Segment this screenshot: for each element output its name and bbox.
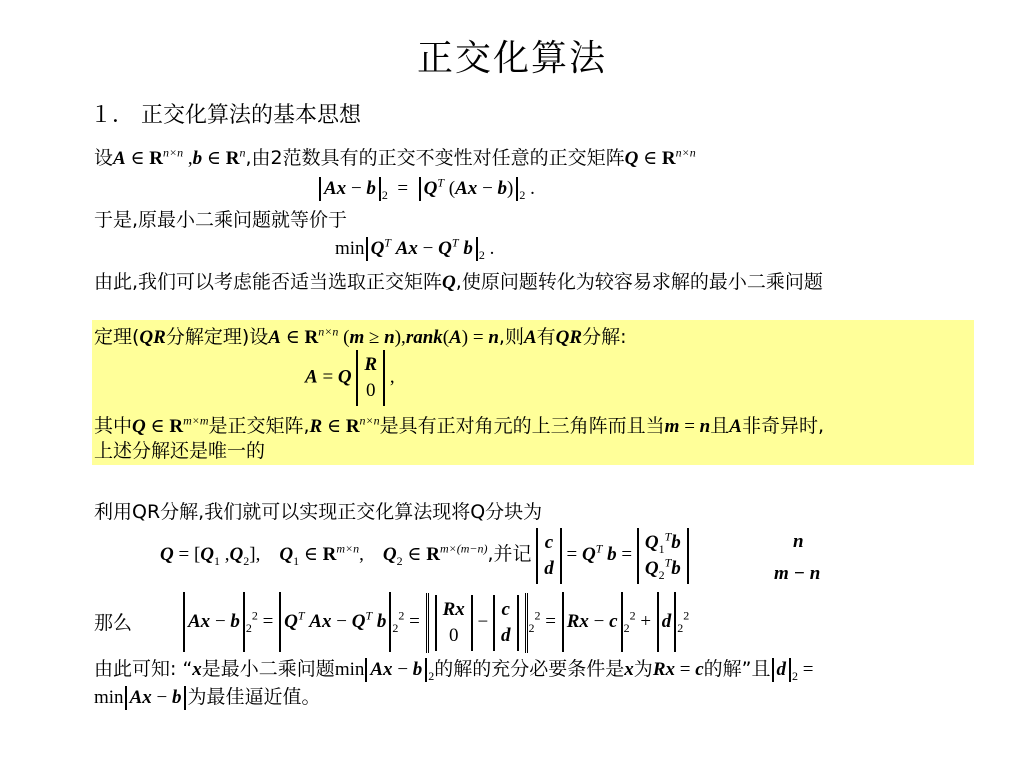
intro-line5-q: Q <box>442 272 456 293</box>
qtb-blocks: $Q_1^Tb$ $Q_2^Tb$ <box>637 528 689 584</box>
conclusion-e: 的解”且 <box>703 658 771 680</box>
conclusion-min: min <box>334 659 365 680</box>
orthogonal-invariance-equation: Ax − b $_2 = Q^T$ (Ax − b) $_2$ . <box>318 177 535 201</box>
theorem-head: 定理( <box>94 326 140 348</box>
theorem-is-orth: 是正交矩阵, <box>208 415 310 437</box>
m-minus-n-label: m − n <box>774 563 821 584</box>
theorem-where: 其中 <box>94 415 133 437</box>
intro-line-5 <box>94 270 823 295</box>
theorem-rank: rank <box>405 327 443 348</box>
zero-entry: 0 <box>448 624 459 646</box>
theorem-q-space: Q ∈ $R^{m\times m}$ <box>132 413 209 437</box>
r-zero-matrix: R 0 <box>356 350 385 406</box>
qr-decomposition-equation: A = Q R 0 , <box>305 350 395 406</box>
theorem-nonsing: 非奇异时, <box>741 415 824 437</box>
theorem-a-2: A <box>729 416 742 437</box>
then-label: 那么 <box>94 612 133 634</box>
theorem-head2: 分解定理)设 <box>165 326 269 348</box>
usage-line-1: 利用QR分解,我们就可以实现正交化算法现将Q分块为 <box>94 501 543 523</box>
conclusion-c: 的解的充分必要条件是 <box>434 658 625 680</box>
conclusion-f: 为最佳逼近值。 <box>187 686 321 708</box>
section-heading: １． 正交化算法的基本思想 <box>90 103 361 128</box>
intro-line1-pre: 设 <box>94 147 114 169</box>
intro-line-3: 于是,原最小二乘问题就等价于 <box>94 209 348 231</box>
theorem-m-eq-n: m = n <box>664 416 711 437</box>
theorem-condition: A ∈ $R^{n\times n}$ (m ≥ n),rank(A) = n <box>268 324 499 348</box>
min-equation: $\min Q^T$ $Ax - Q^T$ b $_2$ . <box>335 235 495 262</box>
conclusion-min-label: min <box>94 687 124 708</box>
conclusion-d: 为 <box>633 658 653 680</box>
theorem-then: ,则 <box>498 326 524 348</box>
theorem-line-3 <box>94 414 824 439</box>
conclusion-x: x <box>192 659 202 680</box>
intro-line-1 <box>94 146 696 171</box>
merge-label: ,并记 <box>487 543 532 565</box>
intro-line1-mid: ,由2范数具有的正交不变性对任意的正交矩阵 <box>245 147 625 169</box>
intro-line1-formula-b: Q ∈ $R^{n\times n}$ <box>624 145 696 169</box>
theorem-r-space: R ∈ $R^{n\times n}$ <box>309 413 380 437</box>
residual-norm-equation: Ax − b $_2^2 = Q^T$ $Ax - Q^T$ b $_2^2$ = Rx 0 − c d $_2^2$ = Rx − c $_2^2$ + d $_2^2$ <box>182 592 689 653</box>
q-block-equation: $Q = [Q_1$ $,Q_2$], $Q_1$ ∈ $R^{m\times n}$, $Q_2$ ∈ $R^{m\times(m-n)}$,并记 c d = $Q^T$ b = $Q_1^Tb$ $Q_2^Tb$ <box>160 525 689 585</box>
conclusion-line-2 <box>94 685 320 710</box>
matrix-zero: 0 <box>365 380 376 401</box>
conclusion-min-2: min Ax − b <box>94 687 187 708</box>
theorem-decomp: 分解: <box>582 326 627 348</box>
intro-line1-formula-a: A ∈ $R^{n\times n}$ ,b ∈ $R^n$ <box>113 145 246 169</box>
intro-line5-tail: ,使原问题转化为较容易求解的最小二乘问题 <box>455 271 823 293</box>
theorem-line-1 <box>94 325 626 350</box>
theorem-unique: 上述分解还是唯一的 <box>94 440 266 462</box>
slide-title: 正交化算法 <box>416 38 607 79</box>
conclusion-x-2: x <box>624 659 634 680</box>
conclusion-a: 由此可知: “ <box>94 658 193 680</box>
theorem-a: A <box>523 327 537 348</box>
theorem-and: 且 <box>710 415 730 437</box>
intro-line5-text: 由此,我们可以考虑能否适当选取正交矩阵 <box>94 271 443 293</box>
c-d-vector: c d <box>536 528 562 584</box>
conclusion-min-problem: min Ax − b $_2$ <box>334 659 435 683</box>
theorem-qr-2: QR <box>555 327 583 348</box>
theorem-is-upper: 是具有正对角元的上三角阵而且当 <box>379 415 665 437</box>
conclusion-rx-c: Rx = c <box>652 659 704 680</box>
conclusion-line-1 <box>94 657 813 682</box>
conclusion-d-norm: d $_2$ = <box>771 659 814 680</box>
n-label: n <box>793 531 804 552</box>
theorem-has: 有 <box>536 326 556 348</box>
min-label: min <box>335 238 365 259</box>
conclusion-b: 是最小二乘问题 <box>201 658 335 680</box>
theorem-qr: QR <box>139 327 166 348</box>
